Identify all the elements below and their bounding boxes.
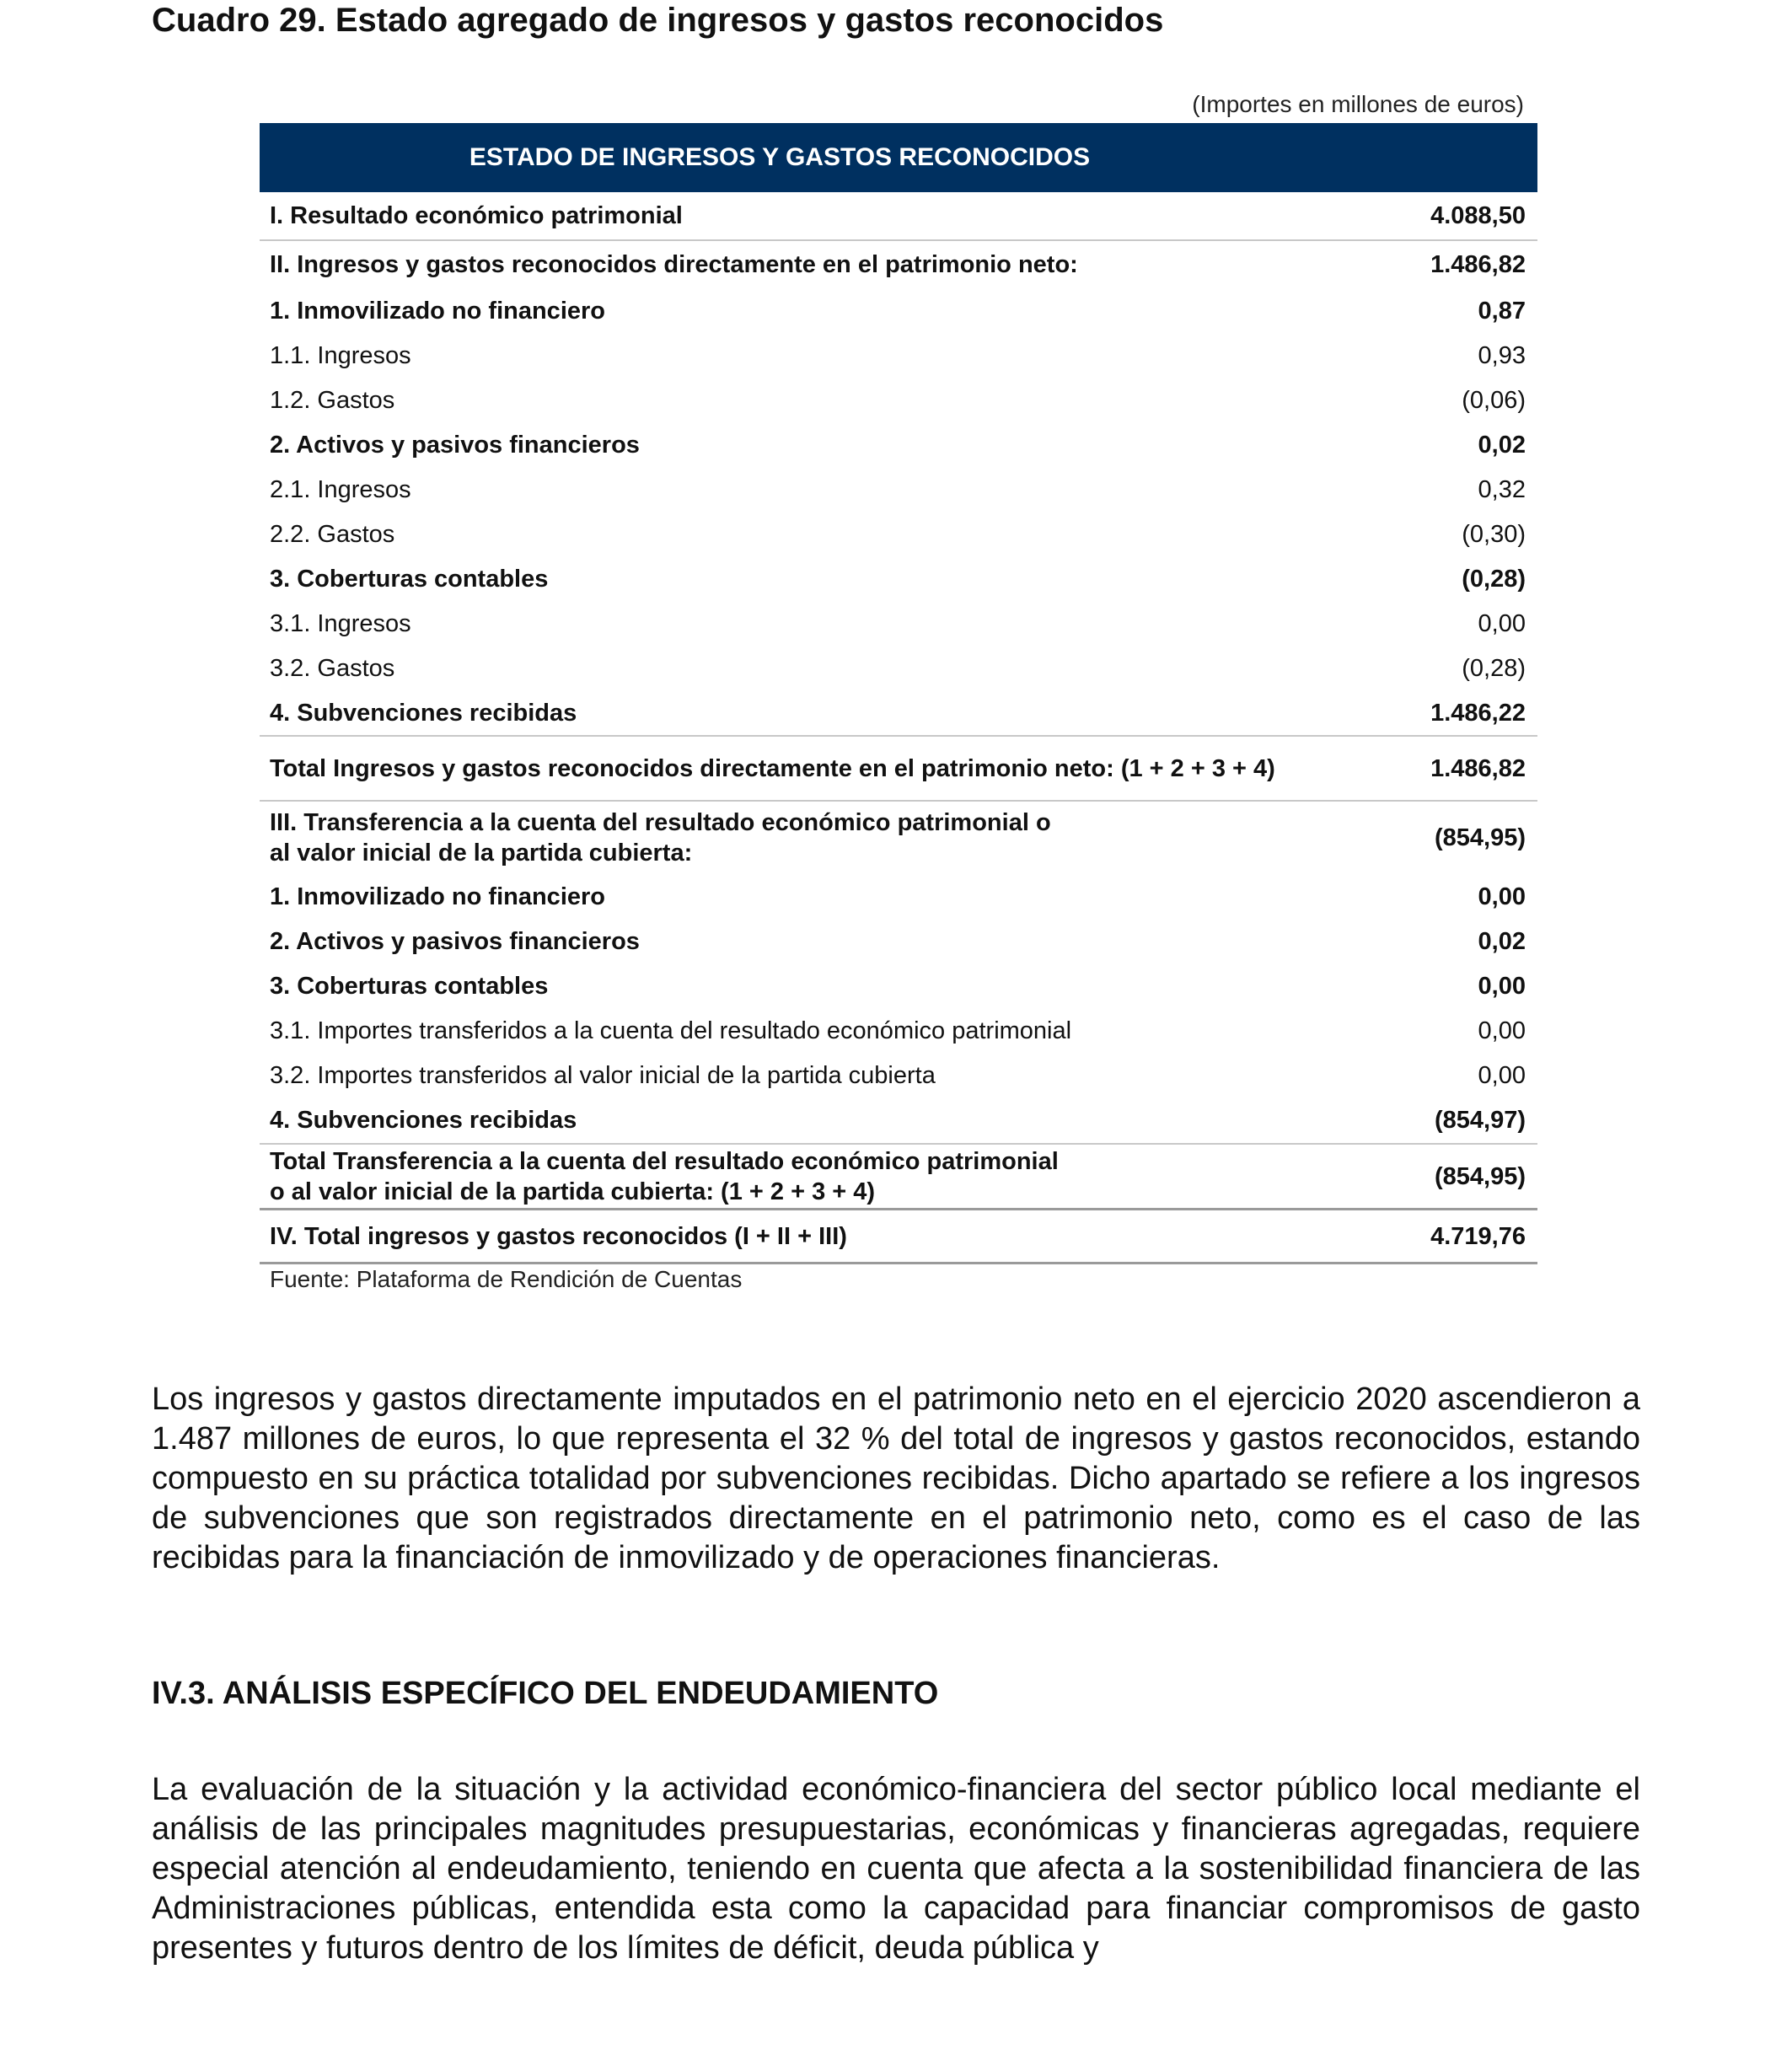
row-value: 0,32	[1478, 475, 1526, 503]
body-paragraph-2: La evaluación de la situación y la actividad económico-financiera del sector público local mediante el análisis de las principales magnitudes presupuestarias, económicas y financieras agregadas, requiere especial atención al endeudamiento, teniendo en cuenta que afecta a la sostenibilidad financiera de las Administraciones públicas, entendida esta como la capacidad para financiar compromisos de gasto presentes y futuros dentro de los límites de déficit, deuda pública y	[152, 1772, 1640, 1966]
row-label: 1.1. Ingresos	[270, 341, 411, 369]
row-label: 4. Subvenciones recibidas	[270, 1107, 577, 1134]
row-label: 3.2. Importes transferidos al valor inicial de la partida cubierta	[270, 1061, 936, 1089]
table-row	[260, 646, 1537, 690]
table-row	[260, 378, 1537, 422]
row-value: (854,97)	[1434, 1107, 1526, 1134]
table-source-note: Fuente: Plataforma de Rendición de Cuentas	[270, 1266, 743, 1292]
row-label: 3. Coberturas contables	[270, 565, 549, 593]
row-label: 1. Inmovilizado no financiero	[270, 883, 605, 910]
table-row	[260, 601, 1537, 646]
row-value: (0,30)	[1462, 520, 1526, 548]
row-value: (0,28)	[1462, 565, 1526, 593]
row-value: 0,87	[1478, 297, 1526, 325]
row-label: 2.1. Ingresos	[270, 475, 411, 503]
row-value: 0,02	[1478, 431, 1526, 459]
row-value: 0,00	[1478, 609, 1526, 637]
row-value: (854,95)	[1434, 824, 1526, 851]
section-heading: IV.3. ANÁLISIS ESPECÍFICO DEL ENDEUDAMIENTO	[152, 1676, 939, 1711]
row-value: 0,00	[1478, 1017, 1526, 1044]
row-label: 1.2. Gastos	[270, 386, 395, 414]
table-row	[260, 690, 1537, 737]
row-value: 1.486,22	[1430, 699, 1526, 727]
table-header	[260, 123, 1537, 192]
row-label: II. Ingresos y gastos reconocidos directamente en el patrimonio neto:	[270, 251, 1078, 278]
row-label: 3.2. Gastos	[270, 654, 395, 682]
row-label: 4. Subvenciones recibidas	[270, 699, 577, 727]
row-value: 0,00	[1478, 883, 1526, 910]
row-value: (0,28)	[1462, 654, 1526, 682]
row-label: Total Ingresos y gastos reconocidos directamente en el patrimonio neto: (1 + 2 + 3 + 4)	[270, 754, 1275, 782]
table-row	[260, 467, 1537, 512]
table-row	[260, 422, 1537, 467]
row-value: 0,02	[1478, 927, 1526, 955]
table-row	[260, 737, 1537, 802]
table-row	[260, 512, 1537, 556]
table-row	[260, 1097, 1537, 1145]
table-row	[260, 1145, 1537, 1210]
row-value: (0,06)	[1462, 386, 1526, 414]
row-value: 0,00	[1478, 972, 1526, 1000]
table-row	[260, 1008, 1537, 1053]
table-row	[260, 288, 1537, 333]
row-label: I. Resultado económico patrimonial	[270, 202, 683, 229]
row-value: 0,00	[1478, 1061, 1526, 1089]
row-label: 3. Coberturas contables	[270, 972, 549, 1000]
table-row	[260, 874, 1537, 919]
row-value: 1.486,82	[1430, 251, 1526, 278]
row-value: 1.486,82	[1430, 754, 1526, 782]
table-row	[260, 192, 1537, 241]
table-row	[260, 963, 1537, 1008]
row-label: 3.1. Importes transferidos a la cuenta del resultado económico patrimonial	[270, 1017, 1072, 1044]
row-value: 4.719,76	[1430, 1222, 1526, 1250]
row-label: 3.1. Ingresos	[270, 609, 411, 637]
table-row	[260, 919, 1537, 963]
table-header-title: ESTADO DE INGRESOS Y GASTOS RECONOCIDOS	[469, 143, 1091, 171]
row-label: III. Transferencia a la cuenta del resultado económico patrimonial o al valor inicial de la partida cubierta:	[270, 809, 1051, 867]
row-label: 1. Inmovilizado no financiero	[270, 297, 605, 325]
table-row	[260, 556, 1537, 601]
table-row	[260, 333, 1537, 378]
row-label: 2.2. Gastos	[270, 520, 395, 548]
row-value: 4.088,50	[1430, 202, 1526, 229]
table-caption: Cuadro 29. Estado agregado de ingresos y gastos reconocidos	[152, 2, 1164, 39]
table-row	[260, 802, 1537, 874]
table-row	[260, 1053, 1537, 1097]
row-label: 2. Activos y pasivos financieros	[270, 431, 640, 459]
table-row	[260, 1210, 1537, 1264]
row-value: 0,93	[1478, 341, 1526, 369]
income-expense-table	[260, 123, 1537, 1264]
row-value: (854,95)	[1434, 1162, 1526, 1190]
row-label: 2. Activos y pasivos financieros	[270, 927, 640, 955]
table-row	[260, 241, 1537, 288]
body-paragraph-1: Los ingresos y gastos directamente imputados en el patrimonio neto en el ejercicio 2020 ascendieron a 1.487 millones de euros, lo que representa el 32 % del total de ingresos y gastos reconocidos, estando compuesto en su práctica totalidad por subvenciones recibidas. Dicho apartado se refiere a los ingresos de subvenciones que son registrados directamente en el patrimonio neto, como es el caso de las recibidas para la financiación de inmovilizado y de operaciones financieras.	[152, 1382, 1640, 1575]
row-label: Total Transferencia a la cuenta del resultado económico patrimonial o al valor inicial de la partida cubierta: (1 + 2 + 3 + 4)	[270, 1147, 1059, 1205]
units-note: (Importes en millones de euros)	[1192, 91, 1524, 117]
row-label: IV. Total ingresos y gastos reconocidos (I + II + III)	[270, 1222, 847, 1250]
